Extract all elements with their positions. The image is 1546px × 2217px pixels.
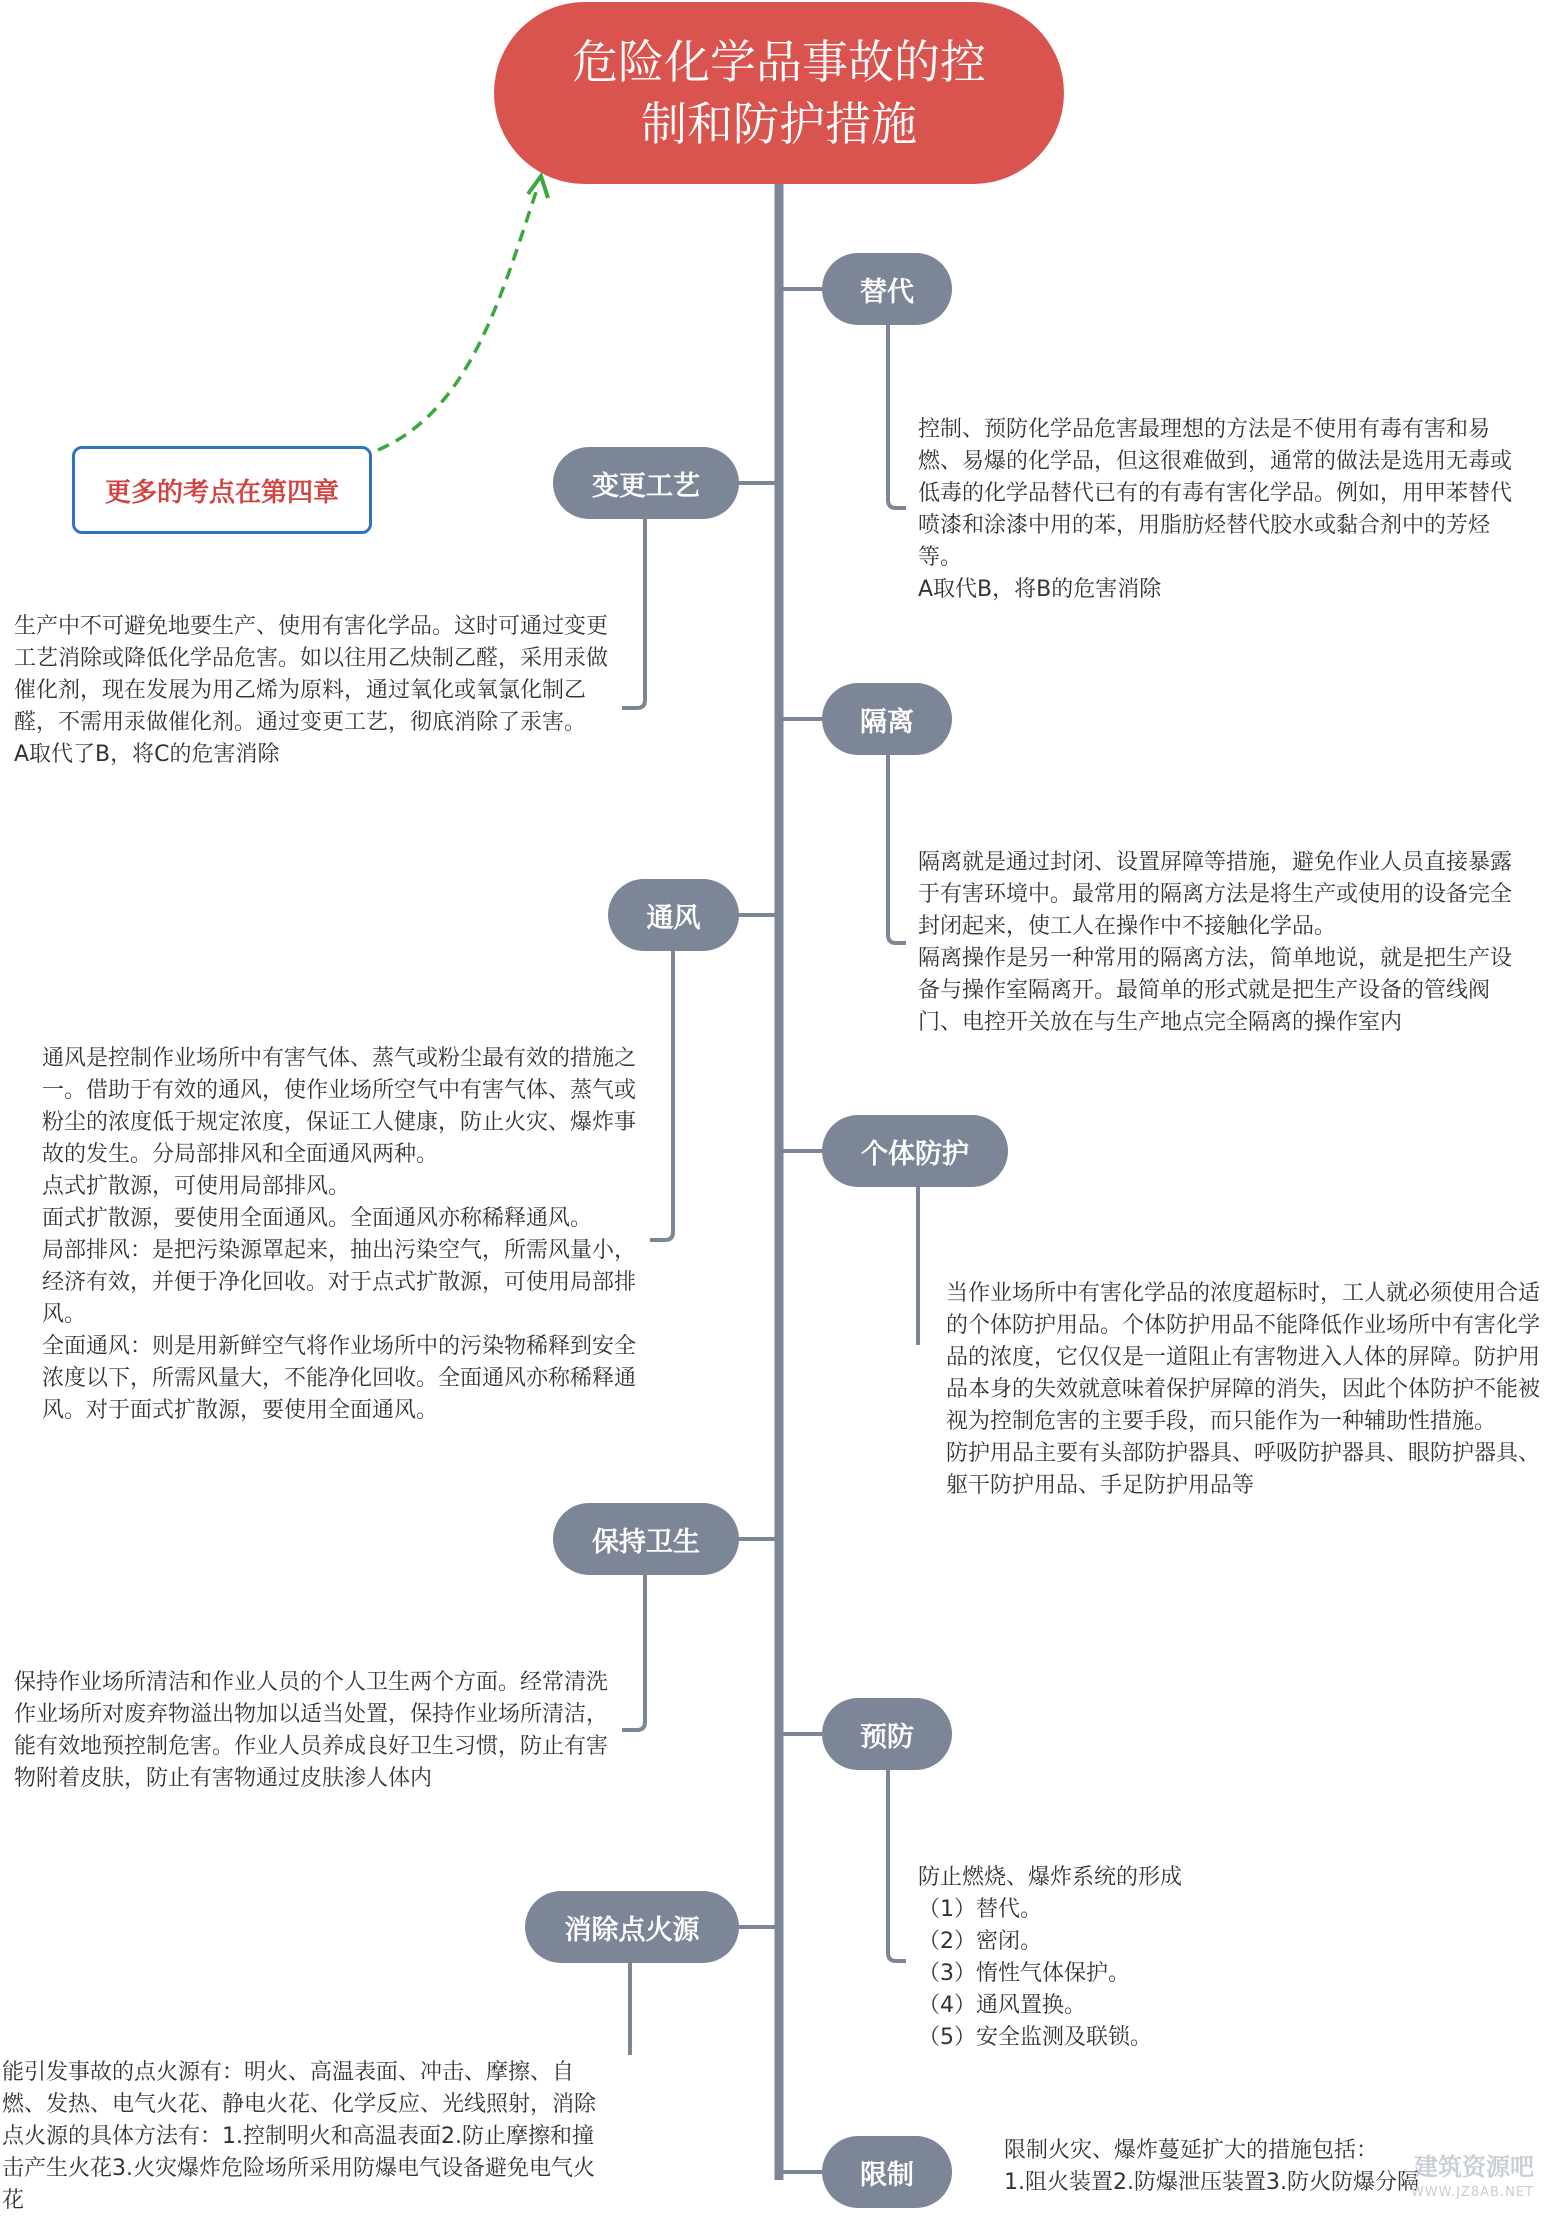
watermark (1411, 2154, 1534, 2206)
root-topic[interactable]: 危险化学品事故的控制和防护措施 (494, 2, 1064, 184)
topic-ignition-elimination[interactable]: 消除点火源 (525, 1891, 739, 1963)
topic-personal-protection[interactable]: 个体防护 (822, 1115, 1008, 1187)
desc-isolation: 隔离就是通过封闭、设置屏障等措施，避免作业人员直接暴露于有害环境中。最常用的隔离方法是将生产或使用的设备完全封闭起来，使工人在操作中不接触化学品。 隔离操作是另一种常用的隔离方法，简单地说，就是把生产设备与操作室隔离开。最简单的形式就是把生产设备的管线阀门、电控开关放在与生产地点完全隔离的操作室内 (918, 850, 1513, 1035)
desc-substitution: 控制、预防化学品危害最理想的方法是不使用有毒有害和易燃、易爆的化学品，但这很难做到，通常的做法是选用无毒或低毒的化学品替代已有的有毒有害化学品。例如，用甲苯替代喷漆和涂漆中用的苯，用脂肪烃替代胶水或黏合剂中的芳烃等。 A取代B，将B的危害消除 (918, 417, 1513, 602)
desc-personal-protection: 当作业场所中有害化学品的浓度超标时，工人就必须使用合适的个体防护用品。个体防护用品不能降低作业场所中有害化学品的浓度，它仅仅是一道阻止有害物进入人体的屏障。防护用品本身的失效就意味着保护屏障的消失，因此个体防护不能被视为控制危害的主要手段，而只能作为一种辅助性措施。 防护用品主要有头部防护器具、呼吸防护器具、眼防护器具、躯干防护用品、手足防护用品等 (946, 1281, 1541, 1498)
desc-prevention: 防止燃烧、爆炸系统的形成 （1）替代。 （2）密闭。 （3）惰性气体保护。 （4）通风置换。 （5）安全监测及联锁。 (918, 1865, 1183, 2050)
desc-limitation: 限制火灾、爆炸蔓延扩大的措施包括： 1.阻火装置2.防爆泄压装置3.防火防爆分隔 (1004, 2138, 1419, 2195)
desc-hygiene: 保持作业场所清洁和作业人员的个人卫生两个方面。经常清洗作业场所对废弃物溢出物加以适当处置，保持作业场所清洁，能有效地预控制危害。作业人员养成良好卫生习惯，防止有害物附着皮肤，防止有害物通过皮肤渗人体内 (14, 1670, 609, 1791)
watermark-sub: WWW.JZ8AB.NET (1410, 2185, 1534, 2200)
note-box[interactable]: 更多的考点在第四章 (72, 446, 372, 534)
topic-isolation[interactable]: 隔离 (822, 683, 952, 755)
topic-ventilation[interactable]: 通风 (608, 879, 739, 951)
topic-limitation[interactable]: 限制 (822, 2136, 952, 2208)
desc-process-change: 生产中不可避免地要生产、使用有害化学品。这时可通过变更工艺消除或降低化学品危害。如以往用乙炔制乙醛，采用汞做催化剂，现在发展为用乙烯为原料，通过氧化或氧氯化制乙醛，不需用汞做催化剂。通过变更工艺，彻底消除了汞害。 A取代了B，将C的危害消除 (14, 614, 609, 767)
topic-prevention[interactable]: 预防 (822, 1698, 952, 1770)
desc-ignition-elimination: 能引发事故的点火源有：明火、高温表面、冲击、摩擦、自燃、发热、电气火花、静电火花、化学反应、光线照射，消除点火源的具体方法有：1.控制明火和高温表面2.防止摩擦和撞击产生火花3.火灾爆炸危险场所采用防爆电气设备避免电气火花 (2, 2060, 597, 2213)
topic-substitution[interactable]: 替代 (822, 253, 952, 325)
watermark-main: 建筑资源吧 (1414, 2153, 1534, 2181)
topic-process-change[interactable]: 变更工艺 (553, 447, 739, 519)
desc-ventilation: 通风是控制作业场所中有害气体、蒸气或粉尘最有效的措施之一。借助于有效的通风，使作业场所空气中有害气体、蒸气或粉尘的浓度低于规定浓度，保证工人健康，防止火灾、爆炸事故的发生。分局部排风和全面通风两种。 点式扩散源，可使用局部排风。 面式扩散源，要使用全面通风。全面通风亦称稀释通风。 局部排风：是把污染源罩起来，抽出污染空气，所需风量小，经济有效，并便于净化回收。对于点式扩散源，可使用局部排风。 全面通风：则是用新鲜空气将作业场所中的污染物稀释到安全浓度以下，所需风量大，不能净化回收。全面通风亦称稀释通风。对于面式扩散源，要使用全面通风。 (42, 1046, 637, 1423)
topic-hygiene[interactable]: 保持卫生 (553, 1503, 739, 1575)
